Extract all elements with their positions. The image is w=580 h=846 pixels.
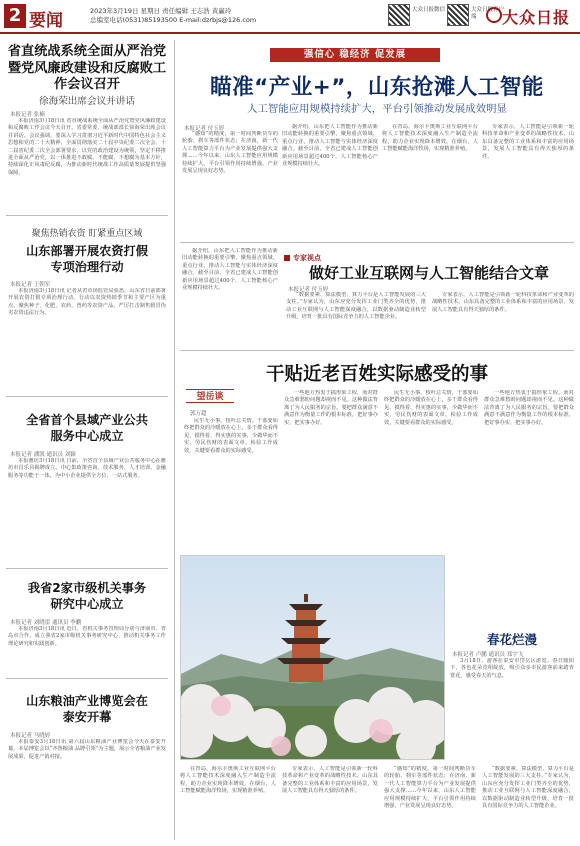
page-number: 2 <box>4 4 26 28</box>
masthead <box>0 0 580 34</box>
app-qr-label: 大众日报客户端 <box>471 7 505 20</box>
commentary-headline[interactable]: 干贴近老百姓实际感受的事 <box>265 364 488 385</box>
commentary-body-col4 <box>484 390 574 550</box>
main-body-col2 <box>282 124 378 239</box>
photo-caption-body <box>450 658 574 758</box>
photo-caption-text: 3月18日，游客在泰安市岱岳区游览。春日暖阳下，各色花朵竞相绽放，吸引众多市民游客前来踏青赏花，感受春天的气息。 <box>450 658 574 679</box>
commentary-body-col1 <box>184 418 278 550</box>
bottom-text-3: “感知”的精度，第一时间判断货车的轮胎、刹车等部件状态；在济南，新一代人工智能算力平台为产业发展提供强大支撑……今年以来，山东人工智能应用规模持续扩大，平台引领作用持续增强，产业发展呈现良好态势。 <box>384 766 476 810</box>
photo-illustration <box>181 556 445 760</box>
bottom-text-1: 在青岛，海尔卡奥斯工业互联网平台将人工智能技术深度融入生产制造全流程，助力企业实现降本增效。在烟台，人工智能赋能海洋牧场，实现精准养殖。 <box>180 766 276 795</box>
story2-kicker: 聚焦热销农资 盯紧重点区域 <box>31 229 143 239</box>
commentary-body-col2 <box>284 390 378 550</box>
photo-caption-byline: 本报记者 卢鹏 通讯员 郑宇飞 <box>452 652 524 658</box>
expert-body-col1 <box>286 292 426 348</box>
commentary-text-4: 一些地方热衷于搞形象工程，而对群众急难愁盼问题却视而不见。这种做法背离了为人民服务的宗旨。要把群众满意不满意作为衡量工作的根本标准，把好事办实、把实事办好。 <box>484 390 574 426</box>
story3-headline[interactable]: 全省首个县域产业公共服务中心成立 <box>26 413 148 443</box>
wechat-qr-icon[interactable] <box>388 4 410 26</box>
expert-text: “数据要素、算法模型、算力平台是人工智能发展的三大支柱。”专家认为，山东应充分发挥工业门类齐全的优势，推动工业互联网与人工智能深度融合，以数据驱动制造业转型升级，培育一批具有国际竞争力的人工智能企业。 <box>286 292 426 321</box>
commentary-body-col3 <box>384 390 478 550</box>
commentary-text-2: 一些地方热衷于搞形象工程，而对群众急难愁盼问题却视而不见。这种做法背离了为人民服务的宗旨。要把群众满意不满意作为衡量工作的根本标准，把好事办实、把实事办好。 <box>284 390 378 426</box>
expert-body-col2 <box>432 292 574 348</box>
bottom-body-col4 <box>482 766 574 842</box>
main-text-2-cont: 据介绍，山东把人工智能作为推动新旧动能转换的重要引擎，聚焦重点领域、重点行业，推动人工智能与实体经济深度融合。截至目前，全省已建成人工智能创新应用场景超过400个，人工智能核心产业规模持续壮大。 <box>182 248 278 292</box>
main-body-col1 <box>182 131 278 239</box>
story-divider <box>6 215 168 216</box>
commentary-byline: 郭万超 <box>190 411 207 417</box>
main-subhead: 人工智能应用规模持续扩大，平台引领推动发展成效明显 <box>247 103 507 115</box>
story2-text: 本报济南3月18日讯 记者从省市场监管局获悉，山东省日前部署开展农资打假专项治理行动。行动以农资热销季节和主要产区为重点，聚焦种子、化肥、农药、兽药等农资产品，严厉打击制售假冒伪劣农资违法行为。 <box>8 288 166 317</box>
main-body-col4 <box>482 124 574 239</box>
commentary-text: 民生无小事，枝叶总关情。干部要始终把群众的冷暖放在心上，多干群众看得见、摸得着、得实惠的实事，少做华而不实、劳民伤财的表面文章。检验工作成效，关键要看群众的实际感受。 <box>184 418 278 454</box>
story-divider <box>6 568 168 569</box>
lead-story-headline[interactable]: 省直统战系统全面从严治党暨党风廉政建设和反腐败工作会议召开 <box>7 44 167 92</box>
story4-body <box>8 626 166 674</box>
main-body-col3 <box>382 124 478 239</box>
main-headline[interactable]: 瞄准“产业+”，山东抢滩人工智能 <box>210 75 544 100</box>
bottom-text-2: 专家表示，人工智能是引领新一轮科技革命和产业变革的战略性技术。山东具备完整的工业体系和丰富的应用场景，发展人工智能具有得天独厚的条件。 <box>282 766 378 795</box>
story5-text: 本报泰安3月18日讯 第六届山东粮油产业博览会今天在泰安开幕。本届博览会以“齐鲁粮油 品牌引领”为主题，展示全省粮油产业发展成果，促进产销对接。 <box>8 739 166 760</box>
main-text-4: 专家表示，人工智能是引领新一轮科技革命和产业变革的战略性技术。山东具备完整的工业体系和丰富的应用场景，发展人工智能具有得天独厚的条件。 <box>482 124 574 160</box>
commentary-text-3: 民生无小事，枝叶总关情。干部要始终把群众的冷暖放在心上，多干群众看得见、摸得着、得实惠的实事，少做华而不实、劳民伤财的表面文章。检验工作成效，关键要看群众的实际感受。 <box>384 390 478 426</box>
story2-headline[interactable]: 山东部署开展农资打假专项治理行动 <box>26 244 148 274</box>
story5-body <box>8 739 166 841</box>
bottom-text-4: “数据要素、算法模型、算力平台是人工智能发展的三大支柱。”专家认为，山东应充分发挥工业门类齐全的优势，推动工业互联网与人工智能深度融合，以数据驱动制造业转型升级，培育一批具有国际竞争力的人工智能企业。 <box>482 766 574 810</box>
spring-flowers-photo[interactable] <box>180 555 445 760</box>
bottom-body-col2 <box>282 766 378 842</box>
story2-byline: 本报记者 王朝军 <box>10 282 51 288</box>
story-divider <box>180 350 574 351</box>
lead-story-byline: 本报记者 张楠 <box>10 112 45 118</box>
logo-emblem-icon <box>486 7 502 23</box>
story5-headline[interactable]: 山东粮油产业博览会在泰安开幕 <box>26 694 148 724</box>
expert-headline[interactable]: 做好工业互联网与人工智能结合文章 <box>308 264 549 282</box>
bottom-body-col3 <box>384 766 476 842</box>
main-text-2: 据介绍，山东把人工智能作为推动新旧动能转换的重要引擎，聚焦重点领域、重点行业，推动人工智能与实体经济深度融合。截至目前，全省已建成人工智能创新应用场景超过400个，人工智能核心产业规模持续壮大。 <box>282 124 378 168</box>
app-qr-icon[interactable] <box>447 4 469 26</box>
story3-body <box>8 458 166 564</box>
photo-caption-headline: 春花烂漫 <box>487 632 538 647</box>
bottom-body-col1 <box>180 766 276 842</box>
main-byline: 本报记者 付玉婷 <box>184 126 225 132</box>
main-text-1: “感知”的精度，第一时间判断货车的轮胎、刹车等部件状态；在济南，新一代人工智能算力平台为产业发展提供强大支撑……今年以来，山东人工智能应用规模持续扩大，平台引领作用持续增强，产业发展呈现良好态势。 <box>182 131 278 175</box>
story5-byline: 本报记者 马晓婷 <box>10 733 51 739</box>
lead-story-subhead: 徐海荣出席会议并讲话 <box>39 96 135 107</box>
story4-text: 本报济南3月18日讯 近日，省机关事务管理局分别与济南市、青岛市合作，成立我省2家市级机关事务研究中心，推动机关事务工作理论研究和实践创新。 <box>8 626 166 647</box>
story-divider <box>6 396 168 397</box>
story2-body <box>8 288 166 392</box>
expert-byline: 本报记者 付玉婷 <box>288 287 329 293</box>
newspaper-logo: 大众日报 <box>501 8 570 27</box>
campaign-banner: 强信心 稳经济 促发展 <box>270 48 440 62</box>
wechat-qr-label: 大众日报微信 <box>412 7 446 13</box>
story-divider <box>6 678 168 679</box>
issue-date-editors: 2023年3月19日 星期日 责任编辑 王志浩 黄赢玲 <box>90 7 232 15</box>
story4-headline[interactable]: 我省2家市级机关事务研究中心成立 <box>27 581 147 611</box>
main-text-3: 在青岛，海尔卡奥斯工业互联网平台将人工智能技术深度融入生产制造全流程，助力企业实现降本增效。在烟台，人工智能赋能海洋牧场，实现精准养殖。 <box>382 124 478 153</box>
story3-byline: 本报记者 潘凯 通讯员 刘颖 <box>10 452 76 458</box>
story3-text: 本报潍坊3月18日讯 日前，全省首个县域产业公共服务中心在潍坊市昌乐县揭牌成立。中心集政策咨询、技术服务、人才培训、金融服务等功能于一体，为中小企业提供全方位、一站式服务。 <box>8 458 166 479</box>
main-body-col1-cont <box>182 248 278 346</box>
expert-view-tag: 专家视点 <box>284 253 321 263</box>
story-divider <box>180 242 574 243</box>
lead-story-body <box>8 118 166 212</box>
column-divider <box>174 40 175 840</box>
section-name: 要闻 <box>29 11 63 31</box>
issue-contact: 总编室电话(0531)85193500 E-mail:dzrbjs@126.com <box>90 16 257 24</box>
column-logo: 望岳谈 <box>186 389 234 403</box>
issue-meta <box>90 7 256 25</box>
story4-byline: 本报记者 刘晓雷 通讯员 李鹏 <box>10 620 82 626</box>
expert-text-2: 专家表示，人工智能是引领新一轮科技革命和产业变革的战略性技术。山东具备完整的工业体系和丰富的应用场景，发展人工智能具有得天独厚的条件。 <box>432 292 574 313</box>
lead-story-text: 本报济南3月18日讯 省直统战系统全面从严治党暨党风廉政建设和反腐败工作会议今天召开。省委常委、统战部部长徐海荣出席会议并讲话。会议强调，要深入学习贯彻习近平新时代中国特色社会主义思想和党的二十大精神，全面贯彻落实二十届中央纪委二次全会、十二届省纪委二次全会部署要求，以党的政治建设为统领，坚定不移推进全面从严治党，以一体推进不敢腐、不能腐、不想腐为基本方针，持续深化正风肃纪反腐，为推动新时代统战工作高质量发展提供坚强保障。 <box>8 118 166 176</box>
